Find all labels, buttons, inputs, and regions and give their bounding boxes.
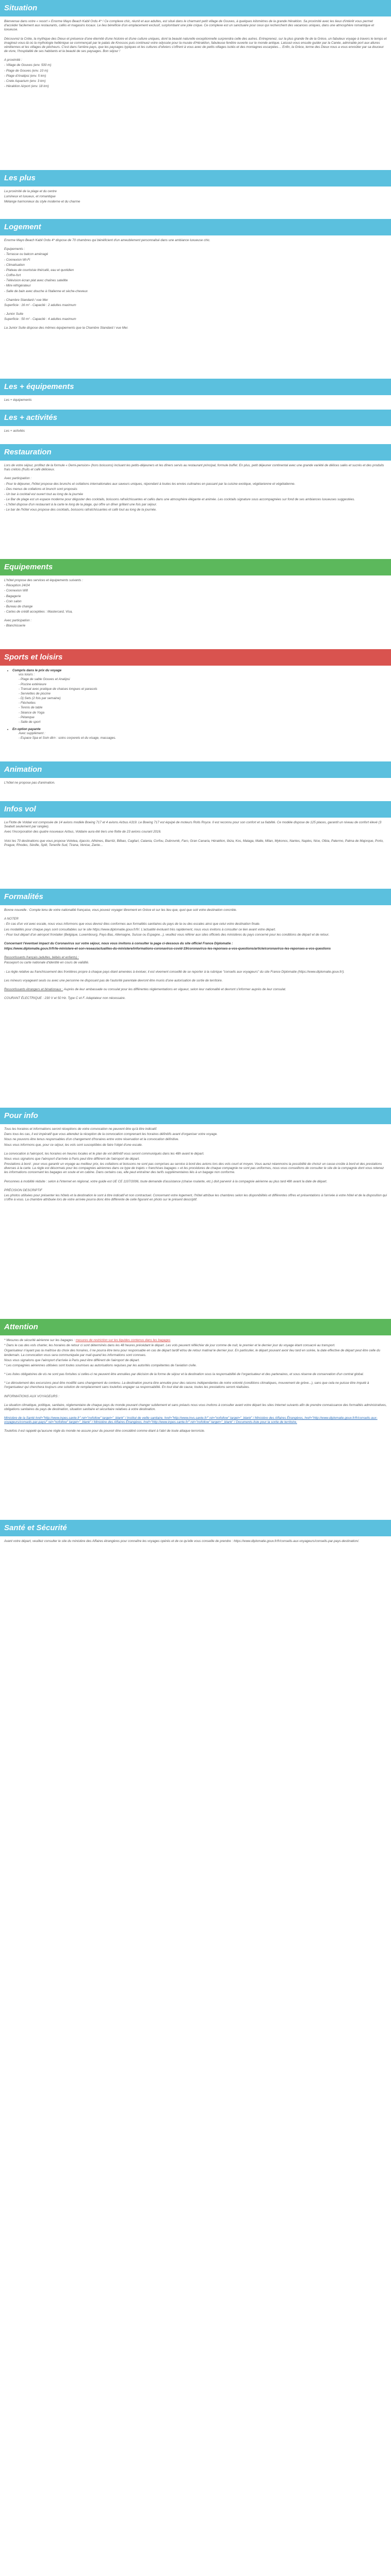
- equipements-section: [0, 559, 391, 630]
- equipements-item: - Bagagerie: [4, 594, 21, 598]
- sports-item: - Fléchettes: [19, 701, 36, 705]
- equip-item: - Terrasse ou balcon aménagé: [4, 252, 48, 257]
- plus-equipements-section: [0, 379, 391, 403]
- vol-paragraph: La Flotte de Voldair est composée de 14 avions modèle Boeing 717 et 4 avions Airbus A319. Le Boeing 717 est équipé de moteurs Rolls Royce. Il est reconnu pour son confort et sa fiabilité. Ce modèle dispose de 125 places, garantit un niveau de confort élevé (3 Seatwit seulement par rangée).: [4, 821, 382, 829]
- plus-line: Mélange harmonieux du style moderne et du charme: [4, 200, 80, 204]
- pour-info-paragraph: Dans tous les cas, il est impératif que vous attendez la réception de la convocation comprenant les horaires définitifs avant d'organiser votre voyage.: [4, 1132, 218, 1137]
- section-header-situation: Situation: [0, 0, 391, 16]
- restauration-item: - Pour le déjeuner, l'hôtel propose des brunchs et collations internationales aux saveurs uniques, répondant à toutes les envies culinaires en passant par la cuisine exotique, végétarienne et végétalienne.: [4, 482, 296, 486]
- etrangers-label: Ressortissants étrangers et binationaux :: [4, 987, 63, 991]
- equip-item: - Plateau de courtoisie thé/café, eau et quotidien: [4, 268, 74, 272]
- room-line: - Junior Suite: [4, 312, 24, 316]
- attention-final: Toutefois il est rappelé qu'aucune règle du monde ne assure pour du pouvoir être considéré comme étant à l'abri de toute attaque terroriste.: [4, 1429, 205, 1433]
- plus-section: [0, 170, 391, 206]
- plus-line: La proximité de la plage et du centre: [4, 190, 57, 193]
- section-header-plus: Les plus: [0, 170, 391, 187]
- sante-text: Avant votre départ, veuillez consulter le site du ministère des Affaires étrangères pour connaître les voyages opérés et de ce qu'elle vous conseille de prendre : https://www.diplomatie.gouv.fr/fr/conseils-aux-voyageurs/conseils-par-pays-destination/.: [4, 1539, 360, 1543]
- formalites-notice: - En cas d'un vol avec escale, nous vous informons que vous devrez êtes conformes aux formalités sanitaires du pays de la ou des escales ainsi que celui votre destination finale.: [4, 922, 260, 926]
- courant-text: COURANT ÉLECTRIQUE : 230 V et 50 Hz. Type C et F. Adaptateur non nécessaire.: [4, 996, 126, 1001]
- sports-item: - Salle de sport: [19, 720, 41, 724]
- section-header-vol: Infos vol: [0, 801, 391, 818]
- pour-info-paragraph: Prestations à bord : pour vous garantir un voyage au meilleur prix, les collations et boissons ne sont pas comprises au service à bord des avions lors des vols court et moyen. Vous aurez néanmoins la possibilité de choisir un casse-croûte à bord et des prestations diverses à la carte. La règle est désormais pour les compagnies aériennes dans ce type de trajets « franchises bagages » et les procédures de chaque compagnie ne sont pas uniformes, nous vous conseillons de consulter le site de la compagnie dont vous retenez les informations concernant les bagages en soute et en cabine. Dans certains cas, elle peut entraîner des tarifs supplémentaires liés à un bagage non conforme.: [4, 1162, 384, 1175]
- vol-paragraph: Avec l'incorporation des quatre nouveaux Airbus, Voldaire aura été tiers une flotte de 23 avions courant 2016.: [4, 830, 161, 834]
- sports-item: - Dj Sets (2 fois par semaine): [19, 697, 61, 701]
- equip-item: - Télévision écran plat avec chaînes satellite: [4, 279, 68, 283]
- restauration-item: - Des menus de collations et brunch sont proposés: [4, 487, 77, 491]
- proximity-item: - Plage d'Analipsi (env. 5 km): [4, 74, 46, 78]
- sports-section: [0, 649, 391, 742]
- attention-lead: * Mesures de sécurité aérienne sur les bagages :: [4, 1338, 75, 1342]
- formalites-covid-link[interactable]: https://www.diplomatie.gouv.fr/fr/le-ministere-et-son-reseau/actualites-du-ministere/informations-coronavirus-covid-19/coronavirus-les-reponses-a-vos-questions/article/coronavirus-les-reponses-a-vos-questions: [4, 947, 331, 951]
- animation-text: L'hôtel ne propose pas d'animation.: [4, 781, 56, 785]
- formalites-notice: Les modalités pour chaque pays sont consultables sur le site https://www.diplomatie.gouv.fr/fr/. L'actualité évoluant très rapidement, nous vous invitons à consulter ce lien avant votre départ.: [4, 927, 276, 931]
- proximity-item: - Village de Gouves (env. 500 m): [4, 63, 52, 67]
- proximity-label: A proximité :: [4, 58, 22, 62]
- pour-info-paragraph: Personnes à mobilité réduite : selon à l'internet en régional, votre guide est UE CE 1107/2006, toute demande d'assistance (chaise roulante, etc.) doit parvenir à la compagnie aérienne au plus tard 48h avant la date de départ.: [4, 1179, 328, 1183]
- sports-item: - Piscine extérieure: [19, 682, 46, 686]
- formalites-covid-bold: Concernant l'éventuel impact du Coronavirus sur votre séjour, nous vous invitons à consulter la page ci-dessous du site officiel France Diplomatie :: [4, 941, 233, 945]
- attention-paragraph: Organisateur n'ayant pas la maîtrise du choix des horaires, il ne pourra être tenu pour responsable en cas de départ tardif et/ou de retour matinal le dernier jour. En particulier, le départ pouvant avoir lieu tard en soirée, la date effective de départ peut être celle du lendemain. La convocation vous sera communiquée par mail quand les informations sont connues.: [4, 1349, 381, 1357]
- equip-item: - Connexion Wi-Fi: [4, 258, 30, 262]
- ressortissants-text: Passeport ou carte nationale d'identité en cours de validité.: [4, 961, 89, 965]
- section-header-attention: Attention: [0, 1319, 391, 1335]
- attention-paragraph: * Le déroulement des excursions peut être modifié sans changement du contenu. La destination pourra être annulée pour des raisons indépendantes de notre volonté (conditions climatiques, mouvement de grève...), sans que cela ne puisse être imputé à l'organisateur qui cherchera toujours une solution de remplacement sans toutefois engager sa responsabilité. En tout état de cause, toutes les prestations seront réalisées.: [4, 1381, 369, 1389]
- attention-paragraph: La situation climatique, politique, sanitaire, réglementaire de chaque pays du monde pouvant changer subitement et sans préavis nous vous invitons à consulter avant votre départ les sites Internet suivants afin de prendre connaissance des formalités administratives, obligations sanitaires du pays de destination, situation sanitaire et sécuritaire relatives à votre destination.: [4, 1403, 387, 1411]
- proximity-item: - Crete Aquarium (env. 3 km): [4, 79, 46, 83]
- attention-paragraph: * Dans le cas des vols charter, les horaires de retour ci sont déterminés dans les 48 heures précédant le départ. Les vols peuvent réfléchier de jour comme de nuit, le premier et le dernier jour du voyage étant consacré au transport.: [4, 1344, 335, 1348]
- section-header-equipements: Equipements: [0, 559, 391, 575]
- equipements-item: - Bureau de change: [4, 604, 33, 608]
- equip-label: Equipements :: [4, 247, 25, 251]
- situation-section: [0, 0, 391, 90]
- proximity-item: - Plage de Gouves (env. 10 m): [4, 69, 48, 73]
- sports-item: - Plage de sable Gouves et Analipsi: [19, 677, 70, 682]
- equipements-item: - Réception 24/24: [4, 584, 30, 588]
- restauration-item: - Le bar de l'hôtel vous propose des cocktails, boissons rafraîchissantes et café tout au long de la journée.: [4, 508, 157, 512]
- animation-section: [0, 761, 391, 786]
- sports-votre-label: vos loisirs :: [19, 673, 35, 677]
- sports-item: - Tennis de table: [19, 706, 43, 710]
- plus-activites-section: [0, 410, 391, 434]
- situation-paragraph: Découvrez la Crète, la mythique des Dieux et présence d'une éternité d'une histoire et d'une culture uniques, dont la beauté naturelle exceptionnelle surprendra celle des autres. Entreprenez, sur la plus grande île de la Grèce, un fabuleux voyage à travers le temps et imaginez-vous-là où la mythologie hellénique se commençait par le palais de Knossos puis continuez votre odyssée pour la musée d'Héraklion, fabuleuse fenêtre ouverte sur le monde antique. Laissez-vous ensuite guider par la Canée, admirable port aux allures vénitiennes et les villages de pêcheurs. C'est dans l'arrière-pays, que les paysages typiques et les cultures d'oliviers s'offrent à vous avec de petits villages isolés et des montagnes escarpées… Enfin, la Grèce, terme des Dieux nous a vous envoûter par sa douceur de vivre, l'hospitalité de ses habitants et la beauté de ses paysages. Bon séjour !: [4, 37, 387, 54]
- restauration-item: - Le Bar de plage est un espace moderne pour déguster des cocktails, boissons rafraîchissantes et cafés dans une atmosphère élégante et animée. Les cocktails signature sous accompagnées sur fond de ses ambiances luxueuses suggestées.: [4, 498, 355, 502]
- pour-info-paragraph: Nous vous signalons que l'aéroport d'arrivée à Paris peut être différent de l'aéroport de départ.: [4, 1157, 140, 1161]
- pour-info-paragraph: Nous vous informons que, pour ce séjour, les vols sont susceptibles de faire l'objet d'une escale.: [4, 1143, 143, 1147]
- section-header-animation: Animation: [0, 761, 391, 778]
- sports-item: - Séance de Yoga: [19, 710, 44, 715]
- attention-paragraph: INFORMATIONS AUX VOYAGEURS :: [4, 1394, 60, 1398]
- sante-section: [0, 1520, 391, 1545]
- room-line: Superficie : 16 m² - Capacité : 2 adultes maximum: [4, 303, 76, 307]
- restauration-intro: Lors de votre séjour, profitez de la formule « Demi-pension» (hors boissons) incluant les petits-déjeuners et les dîners servis au restaurant principal, formule buffet. En plus, petit déjeuner continental avec une grande variété de délices salés et sucrés et des produits frais crétois (fruits et café délicieux.: [4, 464, 384, 472]
- pour-info-section: [0, 1108, 391, 1203]
- section-header-logement: Logement: [0, 219, 391, 235]
- sports-item: - Transat avec pratique de chaises longues et parasols: [19, 687, 97, 691]
- sports-gratuit-label: Compris dans le prix du voyage: [12, 669, 62, 672]
- sports-avec-label: Avec supplément :: [19, 732, 45, 736]
- equipements-intro: L'hôtel propose des services et équipements suivants :: [4, 579, 83, 582]
- room-line: Superficie : 50 m² - Capacité : 4 adultes maximum: [4, 317, 76, 321]
- equipements-item: - Coin salon: [4, 599, 22, 603]
- equip-item: - Mini-réfrigérateur: [4, 284, 31, 288]
- pour-info-paragraph: Nous ne pouvons être tenus responsables d'un changement d'horaires entre votre réservation et la convocation définitive.: [4, 1138, 180, 1142]
- restauration-item: - Un bar à cocktail est ouvert tout au long de la journée: [4, 492, 83, 496]
- attention-paragraph: Nous vous signalons que l'aéroport d'arrivée à Paris peut être différent de l'aéroport de départ.: [4, 1358, 140, 1362]
- logement-intro: Enorme Mayo Beach Kabil Ordu 4* dispose de 70 chambres qui bénéficient d'un ameublement personnalisé dans une ambiance luxueuse chic.: [4, 239, 210, 242]
- formalites-notice: - Pour tout départ d'un aéroport frontalier (Belgique, Luxembourg, Pays-Bas, Allemagne, Suisse ou Espagne...), veuillez vous référer aux sites officiels des ministères du pays concerné pour les conditions de départ et de retour.: [4, 933, 330, 937]
- pour-info-paragraph: PRÉCISION DESCRIPTIF: [4, 1188, 42, 1192]
- plus-line: Lumineux et luxueux, et romantique: [4, 195, 56, 199]
- equipements-avec-label: Avec participation :: [4, 619, 32, 623]
- pour-info-paragraph: La convocation à l'aéroport, les horaires en heures locales et le plan de vol définitif vous seront communiqués dans les 48h avant le départ.: [4, 1151, 204, 1156]
- equipements-item: - Connexion Wifi: [4, 589, 28, 593]
- equip-item: - Coffre-fort: [4, 274, 21, 278]
- ressortissants-label: Ressortissants français (adultes, bébés et enfants) :: [4, 956, 79, 960]
- vol-section: [0, 801, 391, 849]
- formalites-intro: Bonne nouvelle : Compte tenu de votre nationalité française, vous pouvez voyager librement en Grèce et sur les lieu que, quoi que soit votre destination concrète.: [4, 908, 237, 912]
- pour-info-paragraph: Tous les horaires et informations seront réceptions de votre convocation ne peuvent être qu'à titre indicatif.: [4, 1127, 157, 1131]
- sports-payant-label: En option payante: [12, 727, 41, 732]
- section-header-plus-equipements: Les + équipements: [0, 379, 391, 395]
- formalites-section: [0, 889, 391, 1002]
- sports-avec-item: - Espace Spa et Soin dtrn : soins corporels et du visage, massages.: [19, 736, 117, 740]
- plus-activites-text: Les + activités: [4, 429, 25, 433]
- equip-item: - Climatisation: [4, 263, 25, 267]
- restauration-section: [0, 444, 391, 514]
- sports-item: - Serviettes de piscine: [19, 691, 51, 696]
- formalites-notice-label: A NOTER: [4, 917, 19, 921]
- room-line: - Chambre Standard / vue Mer: [4, 298, 48, 302]
- proximity-item: - Héraklion Airport (env. 18 km): [4, 84, 49, 89]
- equip-item: - Salle de bain avec douche à l'italienne et sèche-cheveux: [4, 289, 88, 293]
- logement-section: [0, 219, 391, 332]
- pour-info-paragraph: Les photos utilisées pour présenter les hôtels et la destination le sont à titre indicatif et non contractuel. Concernant votre logement, l'hôtel attribue les chambres selon les disponibilités et différentes offres et présentations à l'arrivée à votre hôtel et de la disposition qui s'offre à vous. La chambre attribuée lors de votre arrivée pourra donc être différente de celle figurant en photo sur le présent descriptif.: [4, 1193, 387, 1202]
- logement-note: La Junior Suite dispose des mêmes équipements que la Chambre Standard / vue Mer.: [4, 326, 128, 330]
- equipements-avec-item: - Blanchisserie: [4, 624, 26, 628]
- sports-item: - Pétanque: [19, 715, 35, 719]
- attention-paragraph: * Les listes obligatoires de vis ne sont pas fortuites si celles-ci ne peuvent être annulées par décision de la forme de séjour et la destination sous la responsabilité de l'organisateur et des partenaires, et sous réserve de conservation d'un contrat global.: [4, 1372, 364, 1377]
- equipements-item: - Cartes de crédit acceptées : Mastercard, Visa,: [4, 610, 73, 614]
- situation-paragraph: Bienvenue dans votre « resort » Enorme Mayo Beach Kabil Ordu 4* ! Ce complexe chic, réunit et aux adultes, est situé dans le charmant petit village de Gouves, à quelques kilomètres de la grande Héraklion. Sa proximité avec les lieux d'intérêt vous permet d'accéder facilement aux restaurants, cafés et magasins locaux. Le lieu bénéficie d'un emplacement exclusif, surplombant une jolie crique. Ce complexe est un sanctuaire pour ceux qui recherchent des vacances uniques, dans une atmosphère romantique et luxueuse.: [4, 20, 374, 32]
- section-header-restauration: Restauration: [0, 444, 391, 461]
- section-header-sports: Sports et loisirs: [0, 649, 391, 666]
- section-header-plus-activites: Les + activités: [0, 410, 391, 426]
- mineurs-text: Les mineurs voyageant seuls ou avec une personne ne disposant pas de l'autorité parentale devront être munis d'une autorisation de sortie de territoire.: [4, 978, 223, 982]
- section-header-pour-info: Pour info: [0, 1108, 391, 1124]
- etrangers-text: Auprès de leur ambassade ou consulat pour les différentes réglementations en vigueur, selon leur nationalité et devront s'informer auprès de leur consulat.: [63, 987, 286, 991]
- plus-equipements-text: Les + équipements: [4, 398, 32, 402]
- restauration-item: - L'hôtel dispose d'un restaurant à la carte le long de la plage, qui offre un dîner grillant une fois par séjour.: [4, 503, 157, 507]
- attention-links[interactable]: Ministère de la Santé href="http://www.inpes.sante.fr" rel="nofollow" target="_blank" / Institut de veille sanitaire, href="http://www.invs.sante.fr/" rel="nofollow" target="_blank" / Ministère des Affaires Étrangères, href="http://www.diplomatie.gouv.fr/fr/conseils-aux-voyageurs/conseils-par-pays/" rel="nofollow" target="_blank" / Ministère des Affaires Étrangères, href="http://www.inpes.sante.fr/" rel="nofollow" target="_blank" / Documents-liste pour la sortie de territoire.: [4, 1416, 378, 1425]
- restauration-avec-label: Avec participation :: [4, 477, 32, 481]
- section-header-formalites: Formalités: [0, 889, 391, 905]
- attention-paragraph: * Les compagnies aériennes utilisées sont toutes soumises au autorisations requises par les autorités compétentes de l'aviation civile.: [4, 1363, 197, 1367]
- vol-paragraph: Voici les 70 destinations que vous propose Volotea, Ajaccio, Athènes, Biarritz, Bilbao, Cagliari, Catania, Corfou, Dubrovnik, Faro, Gran Canaria, Héraklion, Ibiza, Kos, Malaga, Malte, Milan, Mykonos, Nantes, Naples, Nice, Olbia, Palermo, Palma de Majorque, Porto, Prague, Rhodes, Séville, Split, Tenerife Sud, Tirana, Venise, Zante…: [4, 839, 384, 847]
- attention-section: [0, 1319, 391, 1435]
- attention-lead-link[interactable]: mesures de restriction sur les liquides contenus dans les bagages: [75, 1338, 171, 1342]
- section-header-sante: Santé et Sécurité: [0, 1520, 391, 1536]
- regle-text: - La règle relative au franchissement des frontières propre à chaque pays étant amenées à évoluer, il est vivement conseillé de se reporter à la rubrique "conseils aux voyageurs" du site France Diplomatie (https://www.diplomatie.gouv.fr/).: [4, 970, 345, 974]
